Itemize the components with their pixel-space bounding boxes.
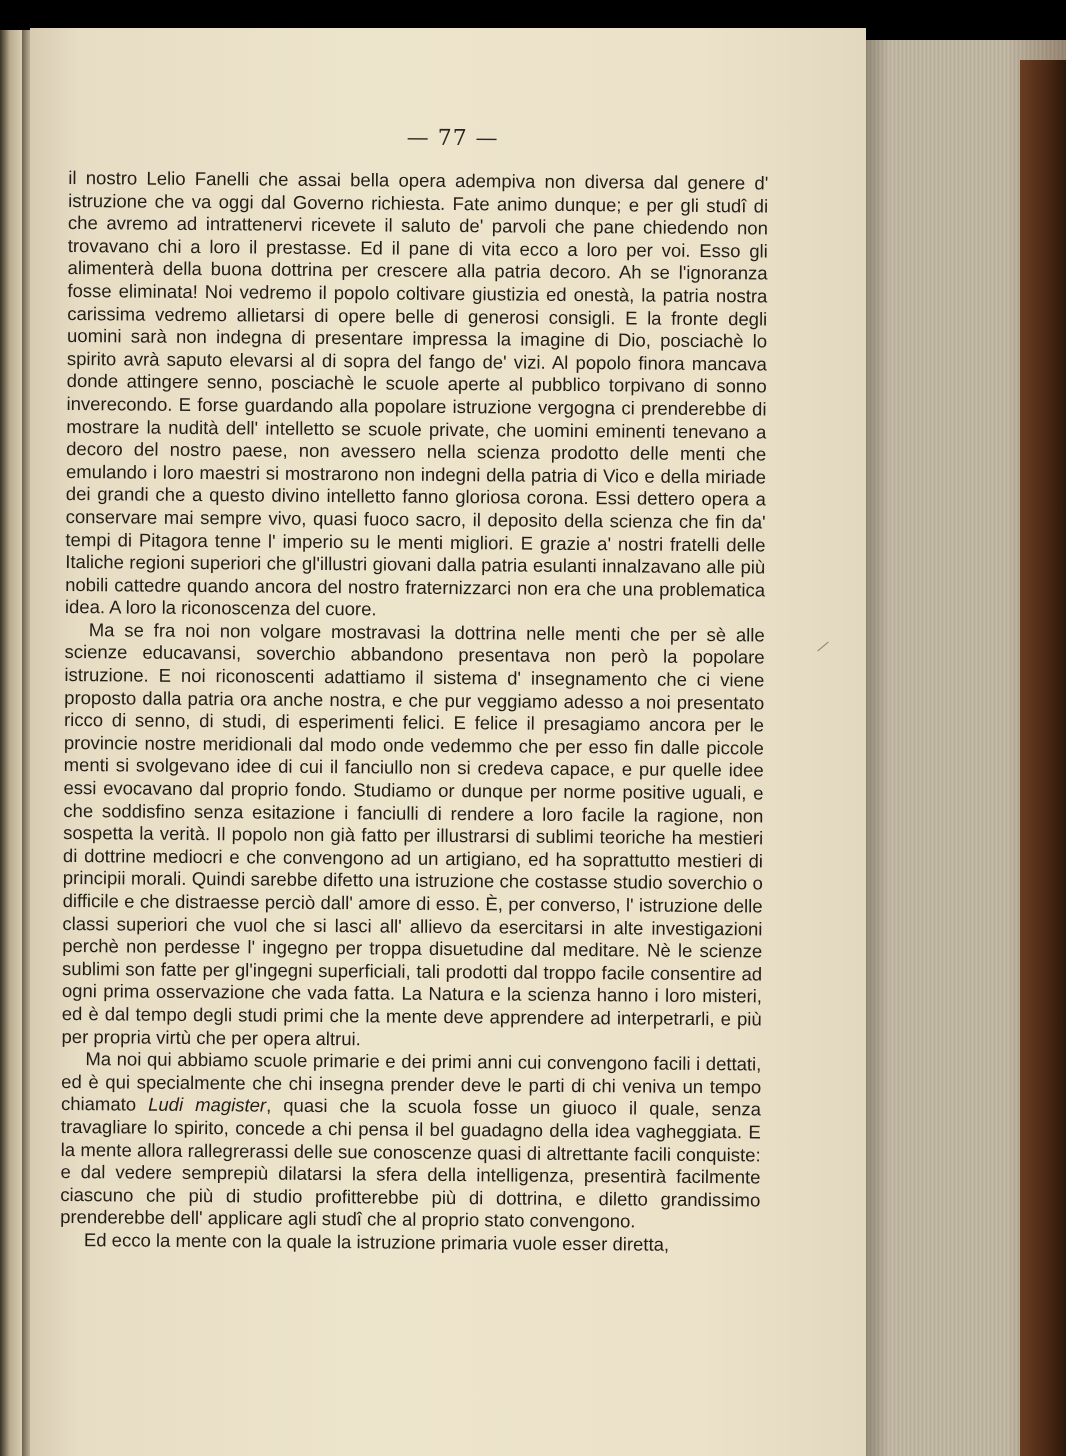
- paragraph-3: [60, 1048, 761, 1234]
- left-page-edge: [0, 30, 22, 1456]
- paragraph-4: Ed ecco la mente con la quale la istruzione primaria vuole esser diretta,: [83, 1229, 670, 1255]
- page-content: [24, 25, 871, 1456]
- paragraph-2: Ma se fra noi non volgare mostravasi la dottrina nelle menti che per sè alle scienze educavansi, soverchio abbandono presentava non però la popolare istruzione. E noi riconoscenti adattiamo il sistema d' insegnamento che ci viene proposto dalla patria ora anche nostra, e che pur veggiamo adesso a noi presentato ricco di senno, di studi, di esperimenti felici. E felice il presagiamo ancora per le provincie nostre meridionali dal modo onde vedemmo che per esso fin dalle piccole menti si svolgevano idee di cui il fanciullo non si credeva capace, e pur quelle idee essi evocavano dal proprio fondo. Studiamo or dunque per norme positive uguali, e che soddisfino senza esitazione i fanciulli di rendere a loro facile la ragione, non sospetta la verità. Il popolo non già fatto per illustrarsi di sublimi teoriche ha mestieri di dottrine mediocri e che convengono ad un artigiano, ed ha soprattutto mestieri di principii morali. Quindi sarebbe difetto una istruzione che costasse studio soverchio o difficile e che distraesse perciò dall' amore di esso. È, per converso, l' istruzione delle classi superiori che vuol che si lasci all' allievo da esercitarsi in alte investigazioni perchè non perdesse l' ingegno per troppa disuetudine dal meditare. Nè le scienze sublimi son fatte per gl'ingegni superficiali, tali prodotti dal troppo facile consentire ad ogni prima osservazione che vada fatta. La Natura e la scienza hanno i loro misteri, ed è dal tempo degli studi primi che la mente deve apprendere ad interpetrarli, e più per propria virtù che per opera altrui.: [61, 619, 765, 1049]
- paragraph-3-after: , quasi che la scuola fosse un giuoco il quale, senza travagliare lo spirito, concede a chi pensa il bel guadagno della idea vagheggiata. E la mente allora rallegrerassi delle sue conoscenze quasi di altrettante facili conquiste: e dal vedere semprepiù dilatarsi la sfera della intelligenza, presentirà facilmente ciascuno che più di studio profitterebbe più di dottrina, e diletto grandissimo prenderebbe dell' applicare agli studî che al proprio stato convengono.: [60, 1094, 762, 1232]
- paragraph-3-before: Ma noi qui abbiamo scuole primarie e dei primi anni cui convengono facili i dettati, ed è qui specialmente che chi insegna prender deve le parti di chi veniva un tempo chiamato: [60, 1048, 762, 1115]
- book-cover: [1020, 60, 1066, 1456]
- paragraph-3-italic: Ludi magister: [148, 1093, 267, 1116]
- body-text: [60, 167, 768, 1257]
- paragraph-1: il nostro Lelio Fanelli che assai bella opera adempiva non diversa dal genere d' istruzione che va oggi dal Governo richiesta. Fate animo dunque; e per gli studî di che avremo ad intrattenervi ricevete il saluto de' parvoli che pane chiedendo non trovavano chi a loro il prestasse. Ed il pane di vita ecco a loro per voi. Esso gli alimenterà della buona dottrina per crescere alla patria decoro. Ah se l'ignoranza fosse eliminata! Noi vedremo il popolo coltivare giustizia ed onestà, la patria nostra carissima vedremo allietarsi di opere belle di generosi consigli. E la fronte degli uomini sarà non indegna di presentare impressa la imagine di Dio, posciachè lo spirito avrà saputo elevarsi al di sopra del fango de' vizi. Al popolo finora mancava donde attingere senno, posciachè le scuole aperte al pubblico torpivano di sonno inverecondo. E forse guardando alla popolare istruzione vergogna ci prenderebbe di mostrare la nudità dell' intelletto se scuole private, che uomini eminenti tenevano a decoro del nostro paese, non avessero nella scienza prodotto delle menti che emulando i loro maestri si mostrarono non indegni della patria di Vico e della miriade dei grandi che a questo divino intelletto fanno gloriosa corona. Essi dettero opera a conservare mai sempre vivo, quasi fuoco sacro, il deposito della scienza che fin da' tempi di Pitagora tenne l' imperio su le menti migliori. E grazie a' nostri fratelli delle Italiche regioni superiori che gl'illustri giovani dalla patria esulanti innalzavano alle più nobili cattedre quando ancora del nostro fraternizzarci non era che una problematica idea. A loro la riconoscenza del cuore.: [64, 166, 769, 620]
- page-number: — 77 —: [406, 125, 499, 152]
